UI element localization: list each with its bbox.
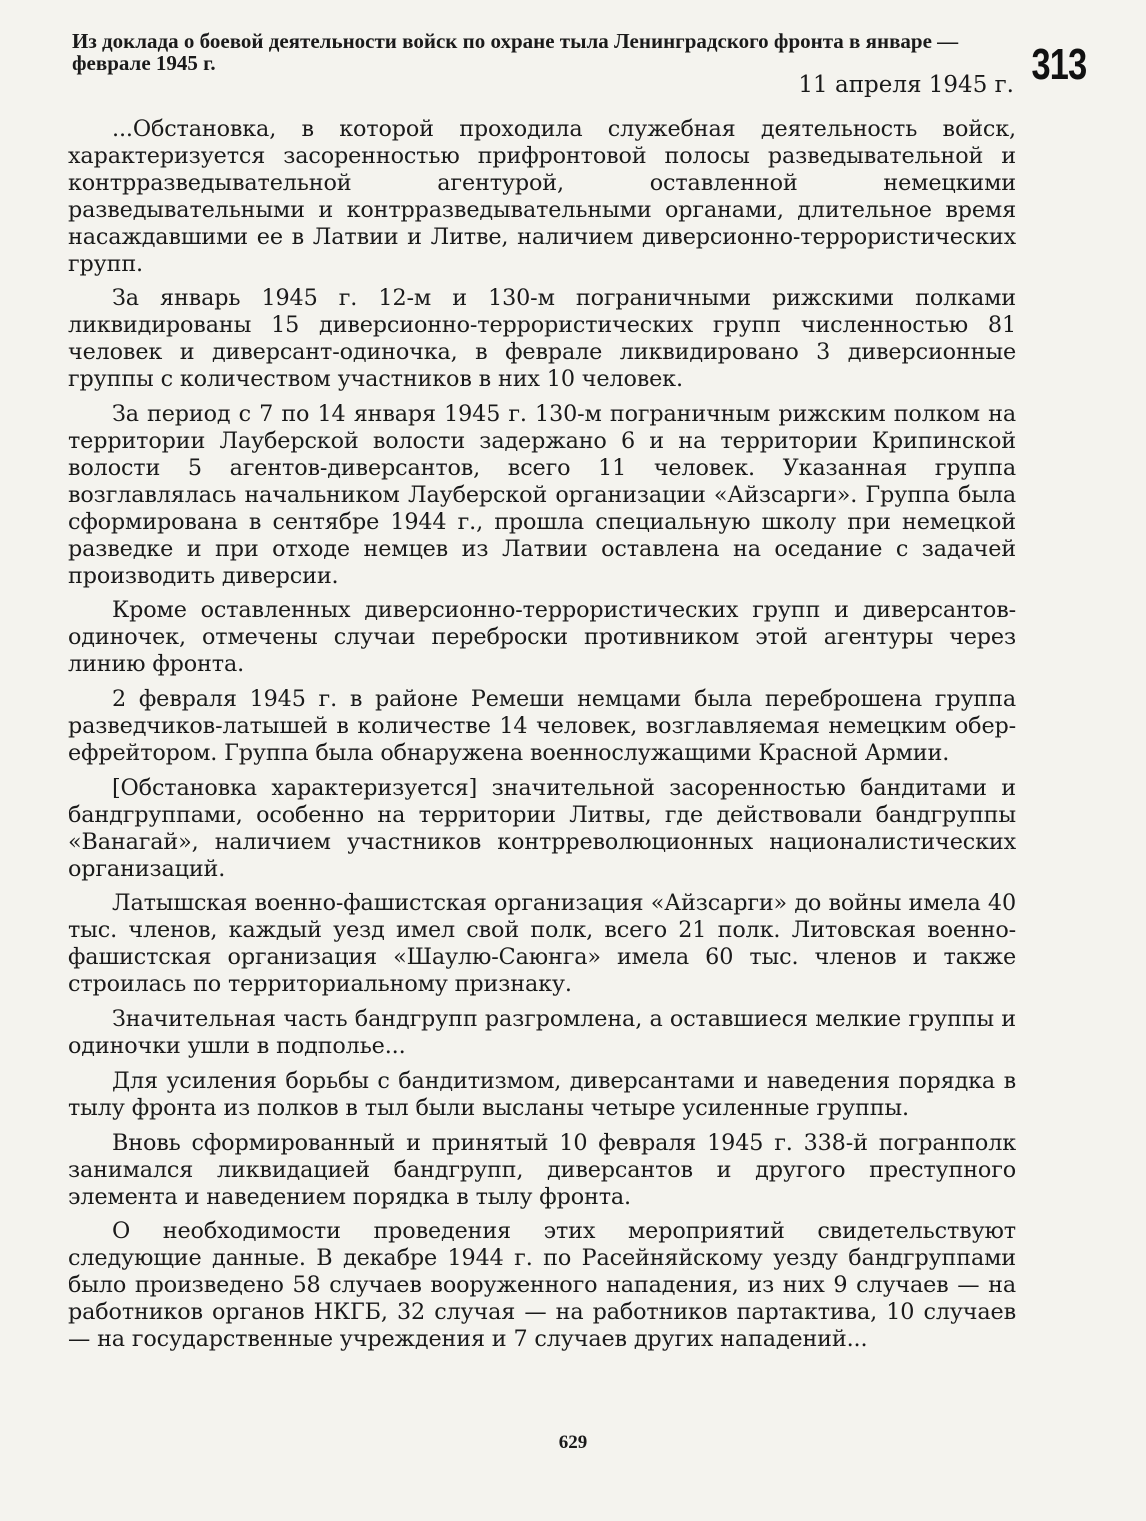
document-heading: Из доклада о боевой деятельности войск по охране тыла Ленинградского фронта в январе — феврале 1945 г. (72, 29, 959, 75)
paragraph: ...Обстановка, в которой проходила служебная деятельность войск, характеризуется засоренностью прифронтовой полосы разведывательной и контрразведывательной агентурой, оставленной немецкими разведывательными и контрразведывательными органами, длительное время насаждавшими ее в Латвии и Литве, наличием диверсионно-террористических групп. (68, 116, 1016, 277)
paragraph: За период с 7 по 14 января 1945 г. 130-м пограничным рижским полком на территории Лауберской волости задержано 6 и на территории Крипинской волости 5 агентов-диверсантов, всего 11 человек. Указанная группа возглавлялась начальником Лауберской организации «Айзсарги». Группа была сформирована в сентябре 1944 г., прошла специальную школу при немецкой разведке и при отходе немцев из Латвии оставлена на оседание с задачей производить диверсии. (68, 401, 1016, 589)
paragraph: Вновь сформированный и принятый 10 февраля 1945 г. 338-й погранполк занимался ликвидацией бандгрупп, диверсантов и другого преступного элемента и наведением порядка в тылу фронта. (68, 1129, 1016, 1210)
paragraph: 2 февраля 1945 г. в районе Ремеши немцами была переброшена группа разведчиков-латышей в количестве 14 человек, возглавляемая немецким обер-ефрейтором. Группа была обнаружена военнослужащими Красной Армии. (68, 686, 1016, 766)
paragraph: Латышская военно-фашистская организация «Айзсарги» до войны имела 40 тыс. членов, каждый уезд имел свой полк, всего 21 полк. Литовская военно-фашистская организация «Шаулю-Саюнга» имела 60 тыс. членов и также строилась по территориальному признаку. (68, 890, 1016, 998)
paragraph: [Обстановка характеризуется] значительной засоренностью бандитами и бандгруппами, особенно на территории Литвы, где действовали бандгруппы «Ванагай», наличием участников контрреволюционных националистических организаций. (68, 774, 1016, 882)
paragraph: За январь 1945 г. 12-м и 130-м пограничными рижскими полками ликвидированы 15 диверсионно-террористических групп численностью 81 человек и диверсант-одиночка, в феврале ликвидировано 3 диверсионные группы с количеством участников в них 10 человек. (68, 285, 1016, 393)
page-number: 629 (558, 1432, 588, 1453)
document-date: 11 апреля 1945 г. (798, 72, 1014, 98)
paragraph: Кроме оставленных диверсионно-террористических групп и диверсантов-одиночек, отмечены случаи переброски противником этой агентуры через линию фронта. (68, 597, 1016, 678)
document-number: 313 (1031, 40, 1086, 89)
document-body (68, 116, 1016, 1361)
paragraph: Для усиления борьбы с бандитизмом, диверсантами и наведения порядка в тылу фронта из полков в тыл были высланы четыре усиленные группы. (68, 1067, 1016, 1121)
paragraph: О необходимости проведения этих мероприятий свидетельствуют следующие данные. В декабре 1944 г. по Расейняйскому уезду бандгруппами было произведено 58 случаев вооруженного нападения, из них 9 случаев — на работников органов НКГБ, 32 случая — на работников партактива, 10 случаев — на государственные учреждения и 7 случаев других нападений... (68, 1218, 1016, 1353)
paragraph: Значительная часть бандгрупп разгромлена, а оставшиеся мелкие группы и одиночки ушли в подполье... (68, 1006, 1016, 1059)
